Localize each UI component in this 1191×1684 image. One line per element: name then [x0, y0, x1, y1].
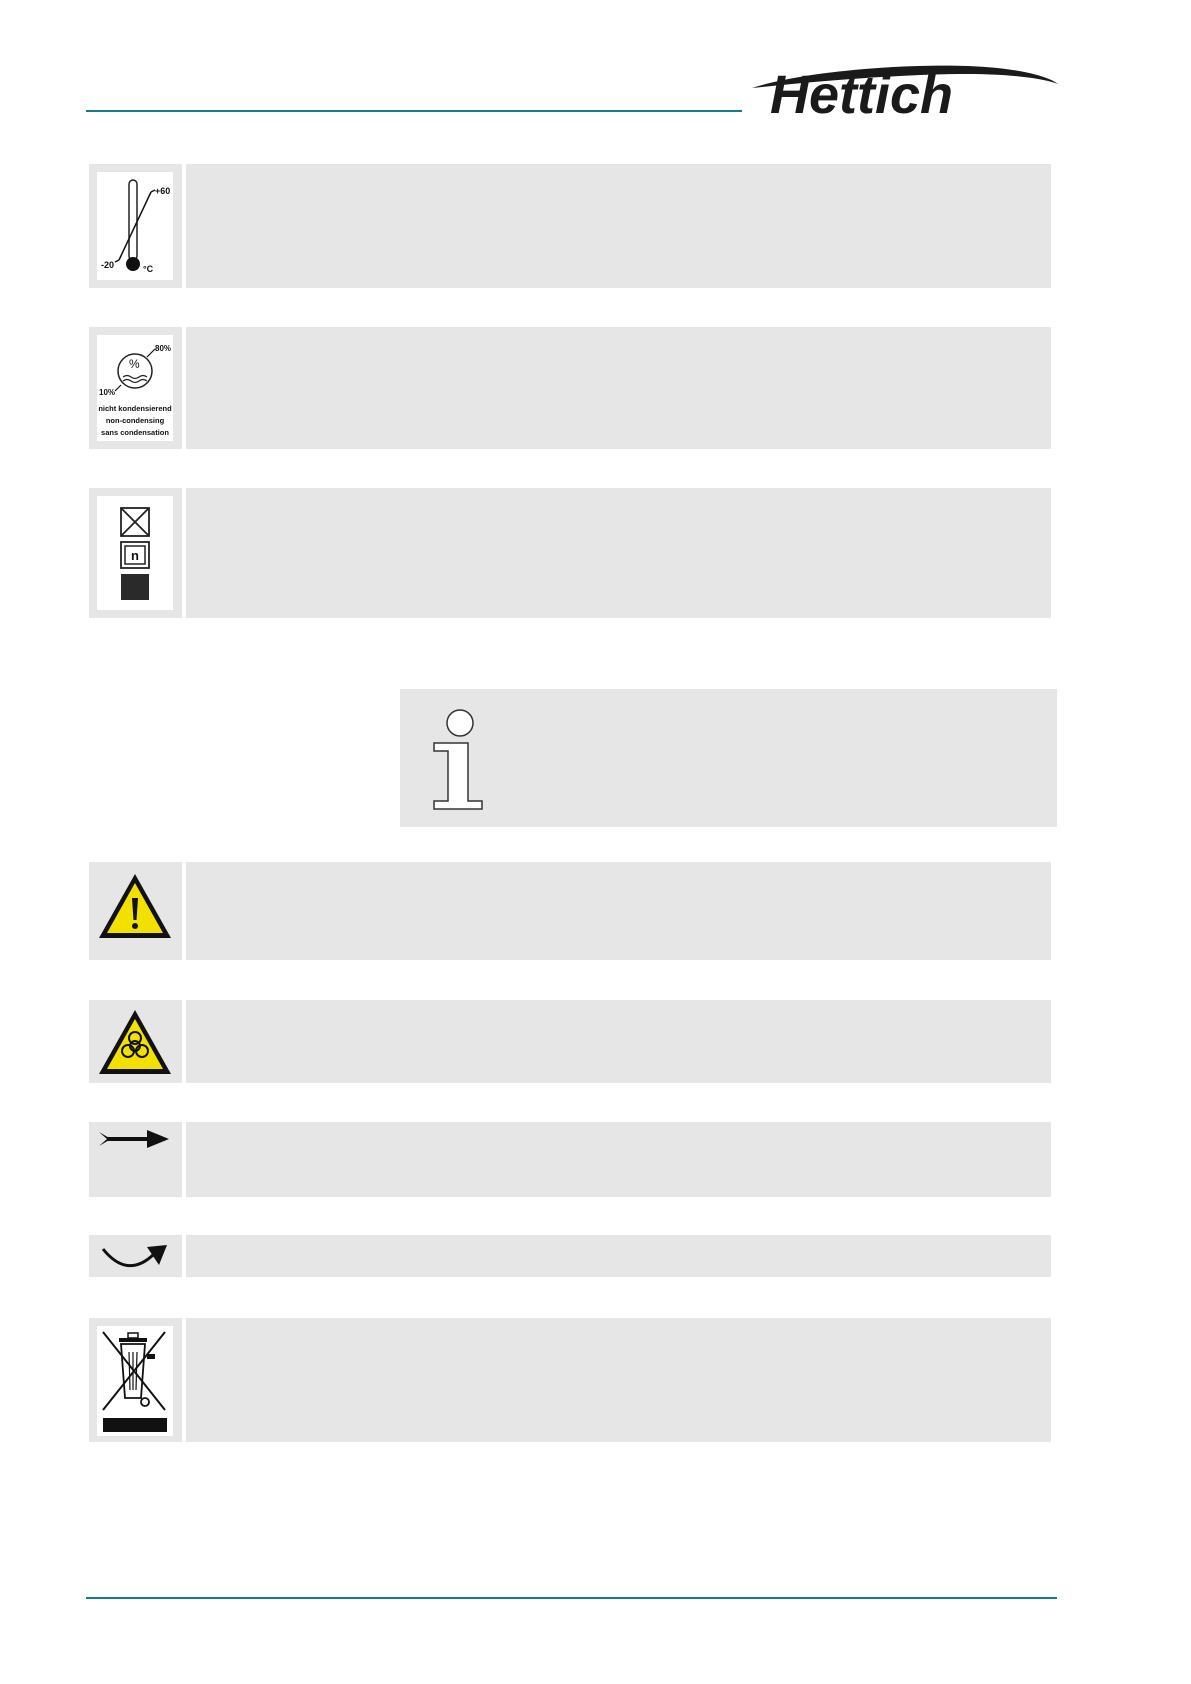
svg-text:non-condensing: non-condensing	[105, 416, 165, 425]
footer-rule	[86, 1597, 1057, 1599]
warning-symbol-cell	[89, 862, 182, 960]
svg-text:80%: 80%	[155, 344, 172, 353]
svg-text:%: %	[129, 357, 140, 371]
disposal-symbol-cell	[89, 1318, 182, 1442]
temperature-limit-icon	[97, 172, 173, 280]
hettich-logo	[748, 56, 1060, 122]
temperature-symbol-cell	[89, 164, 182, 288]
svg-text:nicht kondensierend: nicht kondensierend	[98, 404, 172, 413]
weee-crossed-bin-icon	[97, 1326, 173, 1436]
svg-text:+60: +60	[155, 186, 171, 196]
result-symbol-cell	[89, 1235, 182, 1277]
information-icon	[430, 707, 490, 811]
svg-text:n: n	[131, 548, 139, 563]
instruction-arrow-icon	[97, 1128, 173, 1150]
biohazard-warning-icon	[97, 1008, 173, 1076]
note-box	[400, 689, 1057, 827]
hettich-logo-graphic	[748, 56, 1060, 122]
result-description-cell	[186, 1235, 1051, 1277]
biohazard-description-cell	[186, 1000, 1051, 1083]
stacking-symbol-cell	[89, 488, 182, 618]
arrow-description-cell	[186, 1122, 1051, 1197]
temperature-description-cell	[186, 164, 1051, 288]
header-rule	[86, 110, 742, 112]
arrow-symbol-cell	[89, 1122, 182, 1197]
general-warning-icon	[97, 870, 173, 942]
stacking-description-cell	[186, 488, 1051, 618]
svg-text:°C: °C	[143, 264, 154, 274]
logo-wordmark: Hettich	[770, 65, 954, 122]
humidity-description-cell	[186, 327, 1051, 449]
biohazard-symbol-cell	[89, 1000, 182, 1083]
svg-text:sans condensation: sans condensation	[101, 428, 169, 437]
humidity-limit-icon	[97, 335, 173, 441]
stacking-limit-icon	[97, 496, 173, 610]
result-curved-arrow-icon	[97, 1239, 173, 1273]
svg-text:10%: 10%	[99, 388, 116, 397]
warning-description-cell	[186, 862, 1051, 960]
svg-text:-20: -20	[101, 260, 115, 270]
disposal-description-cell	[186, 1318, 1051, 1442]
humidity-symbol-cell	[89, 327, 182, 449]
